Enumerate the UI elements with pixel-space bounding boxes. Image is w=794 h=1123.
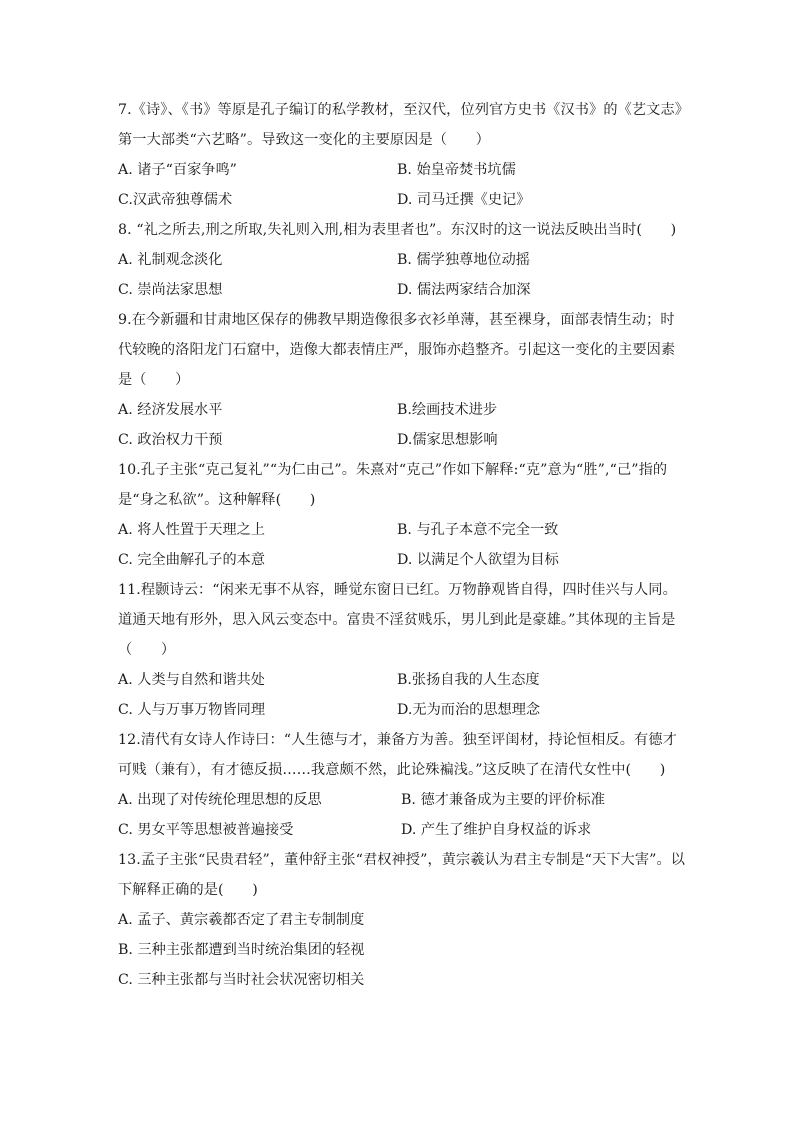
question-stem: 11.程颢诗云：“闲来无事不从容，睡觉东窗日已红。万物静观皆自得，四时佳兴与人同。道通天地有形外，思入风云变态中。富贵不淫贫贱乐，男儿到此是豪雄。”其体现的主旨是（ ）: [118, 582, 677, 658]
question-stem: 10.孔子主张“克己复礼”“为仁由己”。朱熹对“克己”作如下解释:“克”意为“胜”,“己”指的是“身之私欲”。这种解释( ): [118, 462, 668, 508]
option-a[interactable]: A. 诸子“百家争鸣”: [118, 162, 237, 178]
question-stem: 7.《诗》、《书》等原是孔子编订的私学教材，至汉代，位列官方史书《汉书》的《艺文志》第一大部类“六艺略”。导致这一变化的主要原因是（ ）: [118, 102, 682, 148]
options-row: [118, 245, 688, 275]
option-a[interactable]: A. 将人性置于天理之上: [118, 522, 265, 538]
option-b[interactable]: B.绘画技术进步: [397, 402, 498, 418]
question-stem: 9.在今新疆和甘肃地区保存的佛教早期造像很多衣衫单薄，甚至裸身，面部表情生动；时代较晚的洛阳龙门石窟中，造像大都表情庄严，服饰亦趋整齐。引起这一变化的主要因素是（ ）: [118, 312, 676, 388]
option-c[interactable]: C. 完全曲解孔子的本意: [118, 552, 266, 568]
exam-page: [118, 95, 688, 995]
option-d[interactable]: D. 司马迁撰《史记》: [397, 192, 531, 208]
option-d[interactable]: D. 以满足个人欲望为目标: [397, 552, 559, 568]
question-stem: 8. “礼之所去,刑之所取,失礼则入刑,相为表里者也”。东汉时的这一说法反映出当时( ): [118, 222, 677, 238]
option-a[interactable]: A. 礼制观念淡化: [118, 252, 223, 268]
option-d[interactable]: D. 产生了维护自身权益的诉求: [401, 822, 592, 838]
question-11: [118, 575, 688, 725]
option-a[interactable]: A. 经济发展水平: [118, 402, 223, 418]
options-row: [118, 815, 688, 845]
options-row: [118, 695, 688, 725]
question-12: [118, 725, 688, 845]
question-9: [118, 305, 688, 455]
options-row: [118, 185, 688, 215]
option-b[interactable]: B.张扬自我的人生态度: [397, 672, 540, 688]
option-c[interactable]: C. 三种主张都与当时社会状况密切相关: [118, 972, 365, 988]
question-7: [118, 95, 688, 215]
options-row: [118, 425, 688, 455]
option-a[interactable]: A. 人类与自然和谐共处: [118, 672, 265, 688]
question-10: [118, 455, 688, 575]
option-c[interactable]: C. 政治权力干预: [118, 432, 223, 448]
options-row: [118, 395, 688, 425]
options-row: [118, 515, 688, 545]
question-stem: 12.清代有女诗人作诗曰：“人生德与才，兼备方为善。独至评闺材，持论恒相反。有德才可贱（兼有），有才德反损……我意颇不然，此论殊褊浅。”这反映了在清代女性中( ): [118, 732, 677, 778]
option-c[interactable]: C. 崇尚法家思想: [118, 282, 223, 298]
option-a[interactable]: A. 孟子、黄宗羲都否定了君主专制制度: [118, 912, 365, 928]
options-row: [118, 545, 688, 575]
option-c[interactable]: C.汉武帝独尊儒术: [118, 192, 233, 208]
option-b[interactable]: B. 始皇帝焚书坑儒: [397, 162, 516, 178]
options-row: [118, 275, 688, 305]
question-stem: 13.孟子主张“民贵君轻”，董仲舒主张“君权神授”，黄宗羲认为君主专制是“天下大害”。以下解释正确的是( ): [118, 852, 686, 898]
question-8: [118, 215, 688, 305]
option-c[interactable]: C. 人与万事万物皆同理: [118, 702, 266, 718]
option-d[interactable]: D.无为而治的思想理念: [397, 702, 541, 718]
option-a[interactable]: A. 出现了对传统伦理思想的反思: [118, 792, 322, 808]
option-b[interactable]: B. 儒学独尊地位动摇: [397, 252, 530, 268]
option-b[interactable]: B. 德才兼备成为主要的评价标准: [401, 792, 605, 808]
options-row: [118, 155, 688, 185]
option-c[interactable]: C. 男女平等思想被普遍接受: [118, 822, 294, 838]
options-row: [118, 785, 688, 815]
options-row: [118, 665, 688, 695]
option-d[interactable]: D.儒家思想影响: [397, 432, 498, 448]
option-d[interactable]: D. 儒法两家结合加深: [397, 282, 531, 298]
question-13: [118, 845, 688, 995]
option-b[interactable]: B. 与孔子本意不完全一致: [397, 522, 559, 538]
option-b[interactable]: B. 三种主张都遭到当时统治集团的轻视: [118, 942, 365, 958]
